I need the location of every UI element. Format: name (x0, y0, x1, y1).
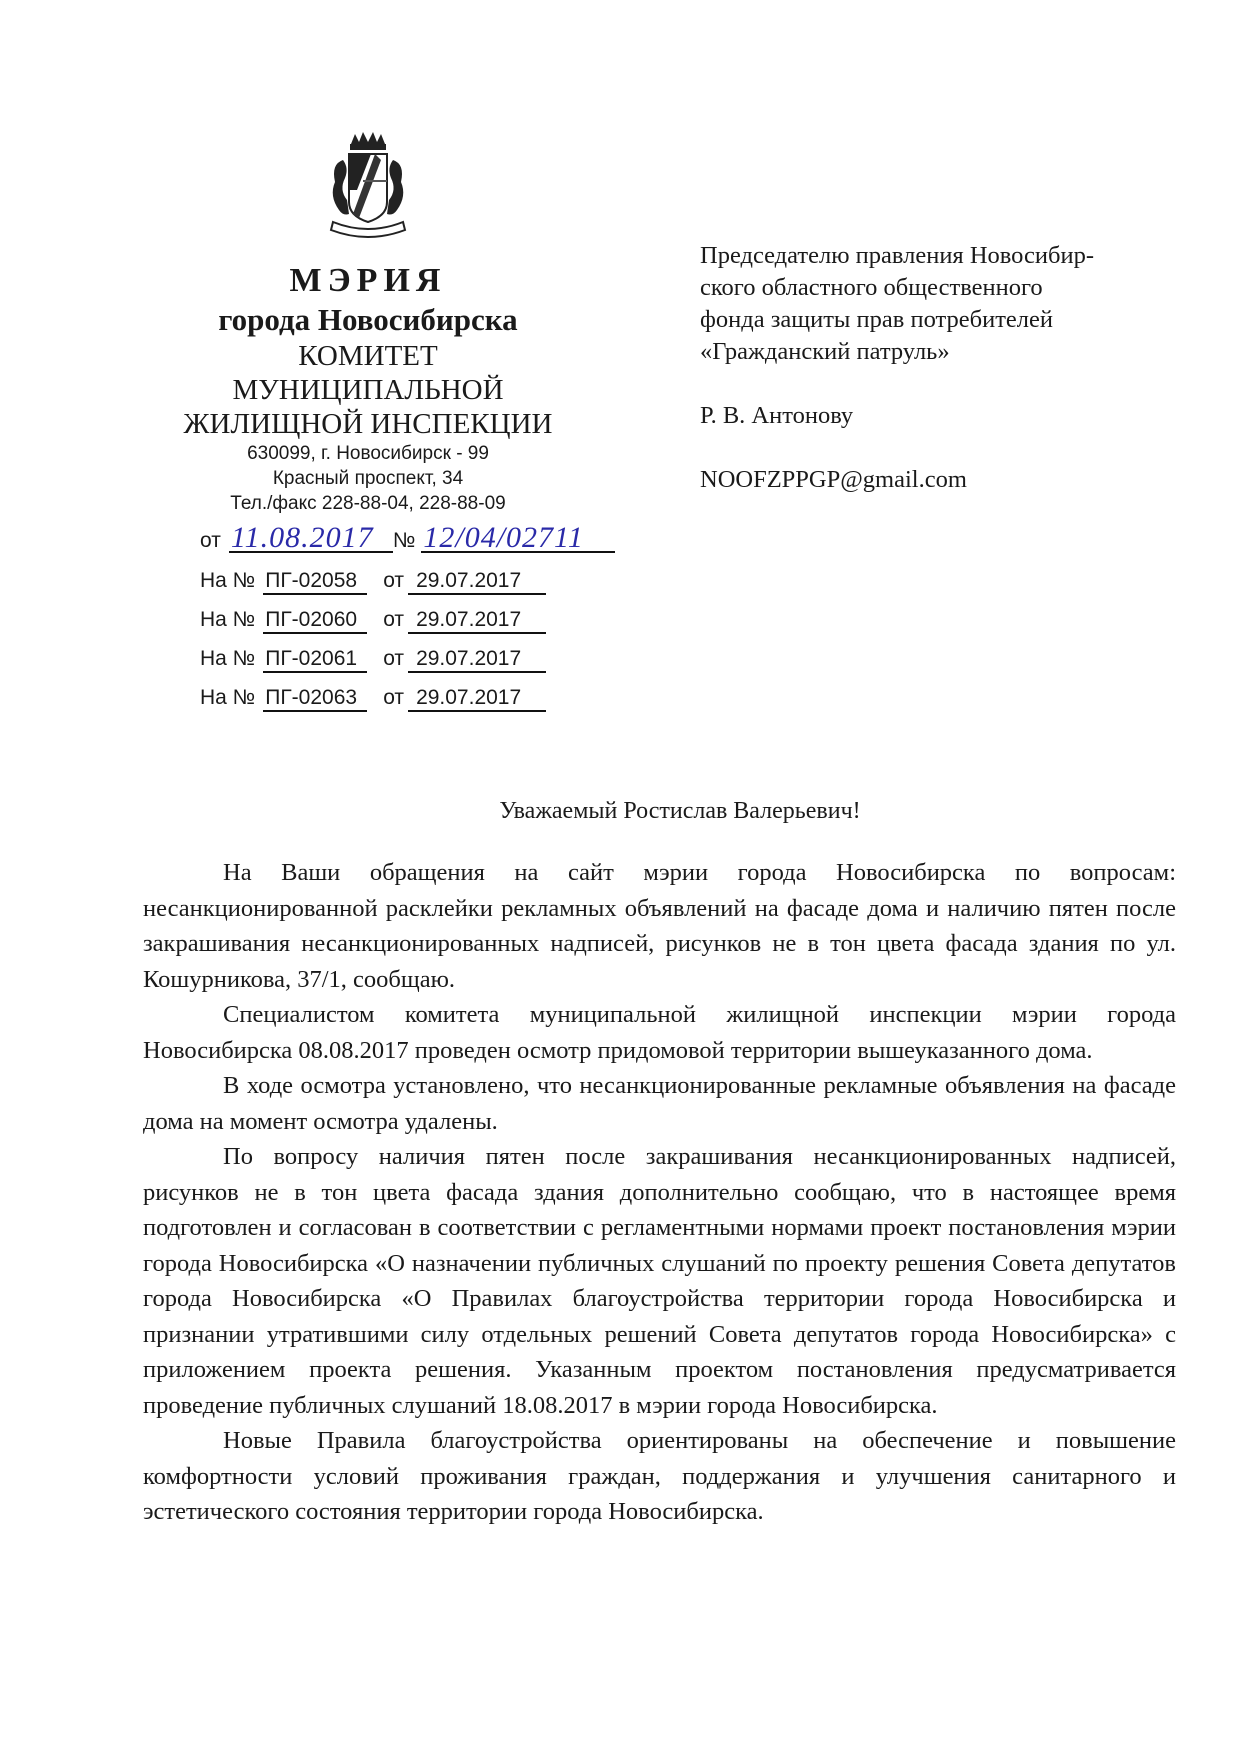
salutation: Уважаемый Ростислав Валерьевич! (499, 798, 861, 824)
ref-date: 29.07.2017 (408, 569, 546, 595)
ref-from: от (383, 569, 405, 592)
addressee-email: NOOFZPPGP@gmail.com (700, 466, 967, 493)
incoming-reference-row (200, 647, 615, 686)
ref-prefix: На № (200, 569, 256, 592)
handwritten-date: 11.08.2017 (229, 525, 393, 553)
body-paragraph: По вопросу наличия пятен после закрашивания несанкционированных надписей, рисунков не в тон цвета фасада здания дополнительно сообщаю, что в настоящее время подготовлен и согласован в соответствии с регламентными нормами проект постановления мэрии города Новосибирска «О назначении публичных слушаний по проекту решения Совета депутатов города Новосибирска «О Правилах благоустройства территории города Новосибирска и признании утратившими силу отдельных решений Совета депутатов города Новосибирска» с приложением проекта решения. Указанным проектом постановления предусматривается проведение публичных слушаний 18.08.2017 в мэрии города Новосибирска. (143, 1143, 1176, 1419)
committee-line: КОМИТЕТ (298, 340, 438, 372)
incoming-reference-row (200, 569, 615, 608)
addressee-name: Р. В. Антонову (700, 402, 854, 429)
address-line: 630099, г. Новосибирск - 99 (247, 443, 489, 464)
ref-number: ПГ-02061 (263, 647, 367, 673)
incoming-reference-row (200, 686, 615, 725)
ref-number: ПГ-02063 (263, 686, 367, 712)
ref-prefix: На № (200, 608, 256, 631)
handwritten-number: 12/04/02711 (421, 525, 615, 553)
org-title: МЭРИЯ (289, 262, 447, 299)
ref-date: 29.07.2017 (408, 686, 546, 712)
letter-body (143, 855, 1176, 1530)
number-prefix: № (392, 529, 416, 552)
ref-from: от (383, 647, 405, 670)
letterhead (168, 130, 568, 516)
body-paragraph: В ходе осмотра установлено, что несанкционированные рекламные объявления на фасаде дома на момент осмотра удалены. (143, 1072, 1176, 1135)
committee-line: ЖИЛИЩНОЙ ИНСПЕКЦИИ (183, 408, 553, 440)
ref-prefix: На № (200, 686, 256, 709)
address-line: Красный проспект, 34 (272, 468, 464, 489)
reference-block (200, 521, 615, 725)
ref-prefix: На № (200, 647, 256, 670)
body-paragraph: На Ваши обращения на сайт мэрии города Новосибирска по вопросам: несанкционированной расклейки рекламных объявлений на фасаде дома и наличию пятен после закрашивания несанкционированных надписей, рисунков не в тон цвета фасада здания по ул. Кошурникова, 37/1, сообщаю. (143, 859, 1176, 993)
addressee-position-line: фонда защиты прав потребителей (700, 306, 1053, 333)
ref-date: 29.07.2017 (408, 608, 546, 634)
incoming-reference-row (200, 608, 615, 647)
city-name: города Новосибирска (218, 302, 518, 337)
addressee-position-line: ского областного общественного (700, 274, 1043, 301)
body-paragraph: Новые Правила благоустройства ориентированы на обеспечение и повышение комфортности условий проживания граждан, поддержания и улучшения санитарного и эстетического состояния территории города Новосибирска. (143, 1427, 1176, 1525)
ref-from: от (383, 608, 405, 631)
body-paragraph: Специалистом комитета муниципальной жилищной инспекции мэрии города Новосибирска 08.08.2017 проведен осмотр придомовой территории вышеуказанного дома. (143, 1001, 1176, 1064)
ref-number: ПГ-02058 (263, 569, 367, 595)
committee-line: МУНИЦИПАЛЬНОЙ (232, 374, 504, 406)
addressee-position-line: «Гражданский патруль» (700, 338, 950, 365)
ref-from: от (383, 686, 405, 709)
ref-date: 29.07.2017 (408, 647, 546, 673)
coat-of-arms-icon (313, 130, 423, 245)
ref-number: ПГ-02060 (263, 608, 367, 634)
date-prefix: от (200, 529, 221, 552)
address-line: Тел./факс 228-88-04, 228-88-09 (230, 493, 506, 514)
addressee-block (700, 240, 1170, 496)
outgoing-reference (200, 521, 615, 569)
addressee-position-line: Председателю правления Новосибир- (700, 242, 1094, 269)
